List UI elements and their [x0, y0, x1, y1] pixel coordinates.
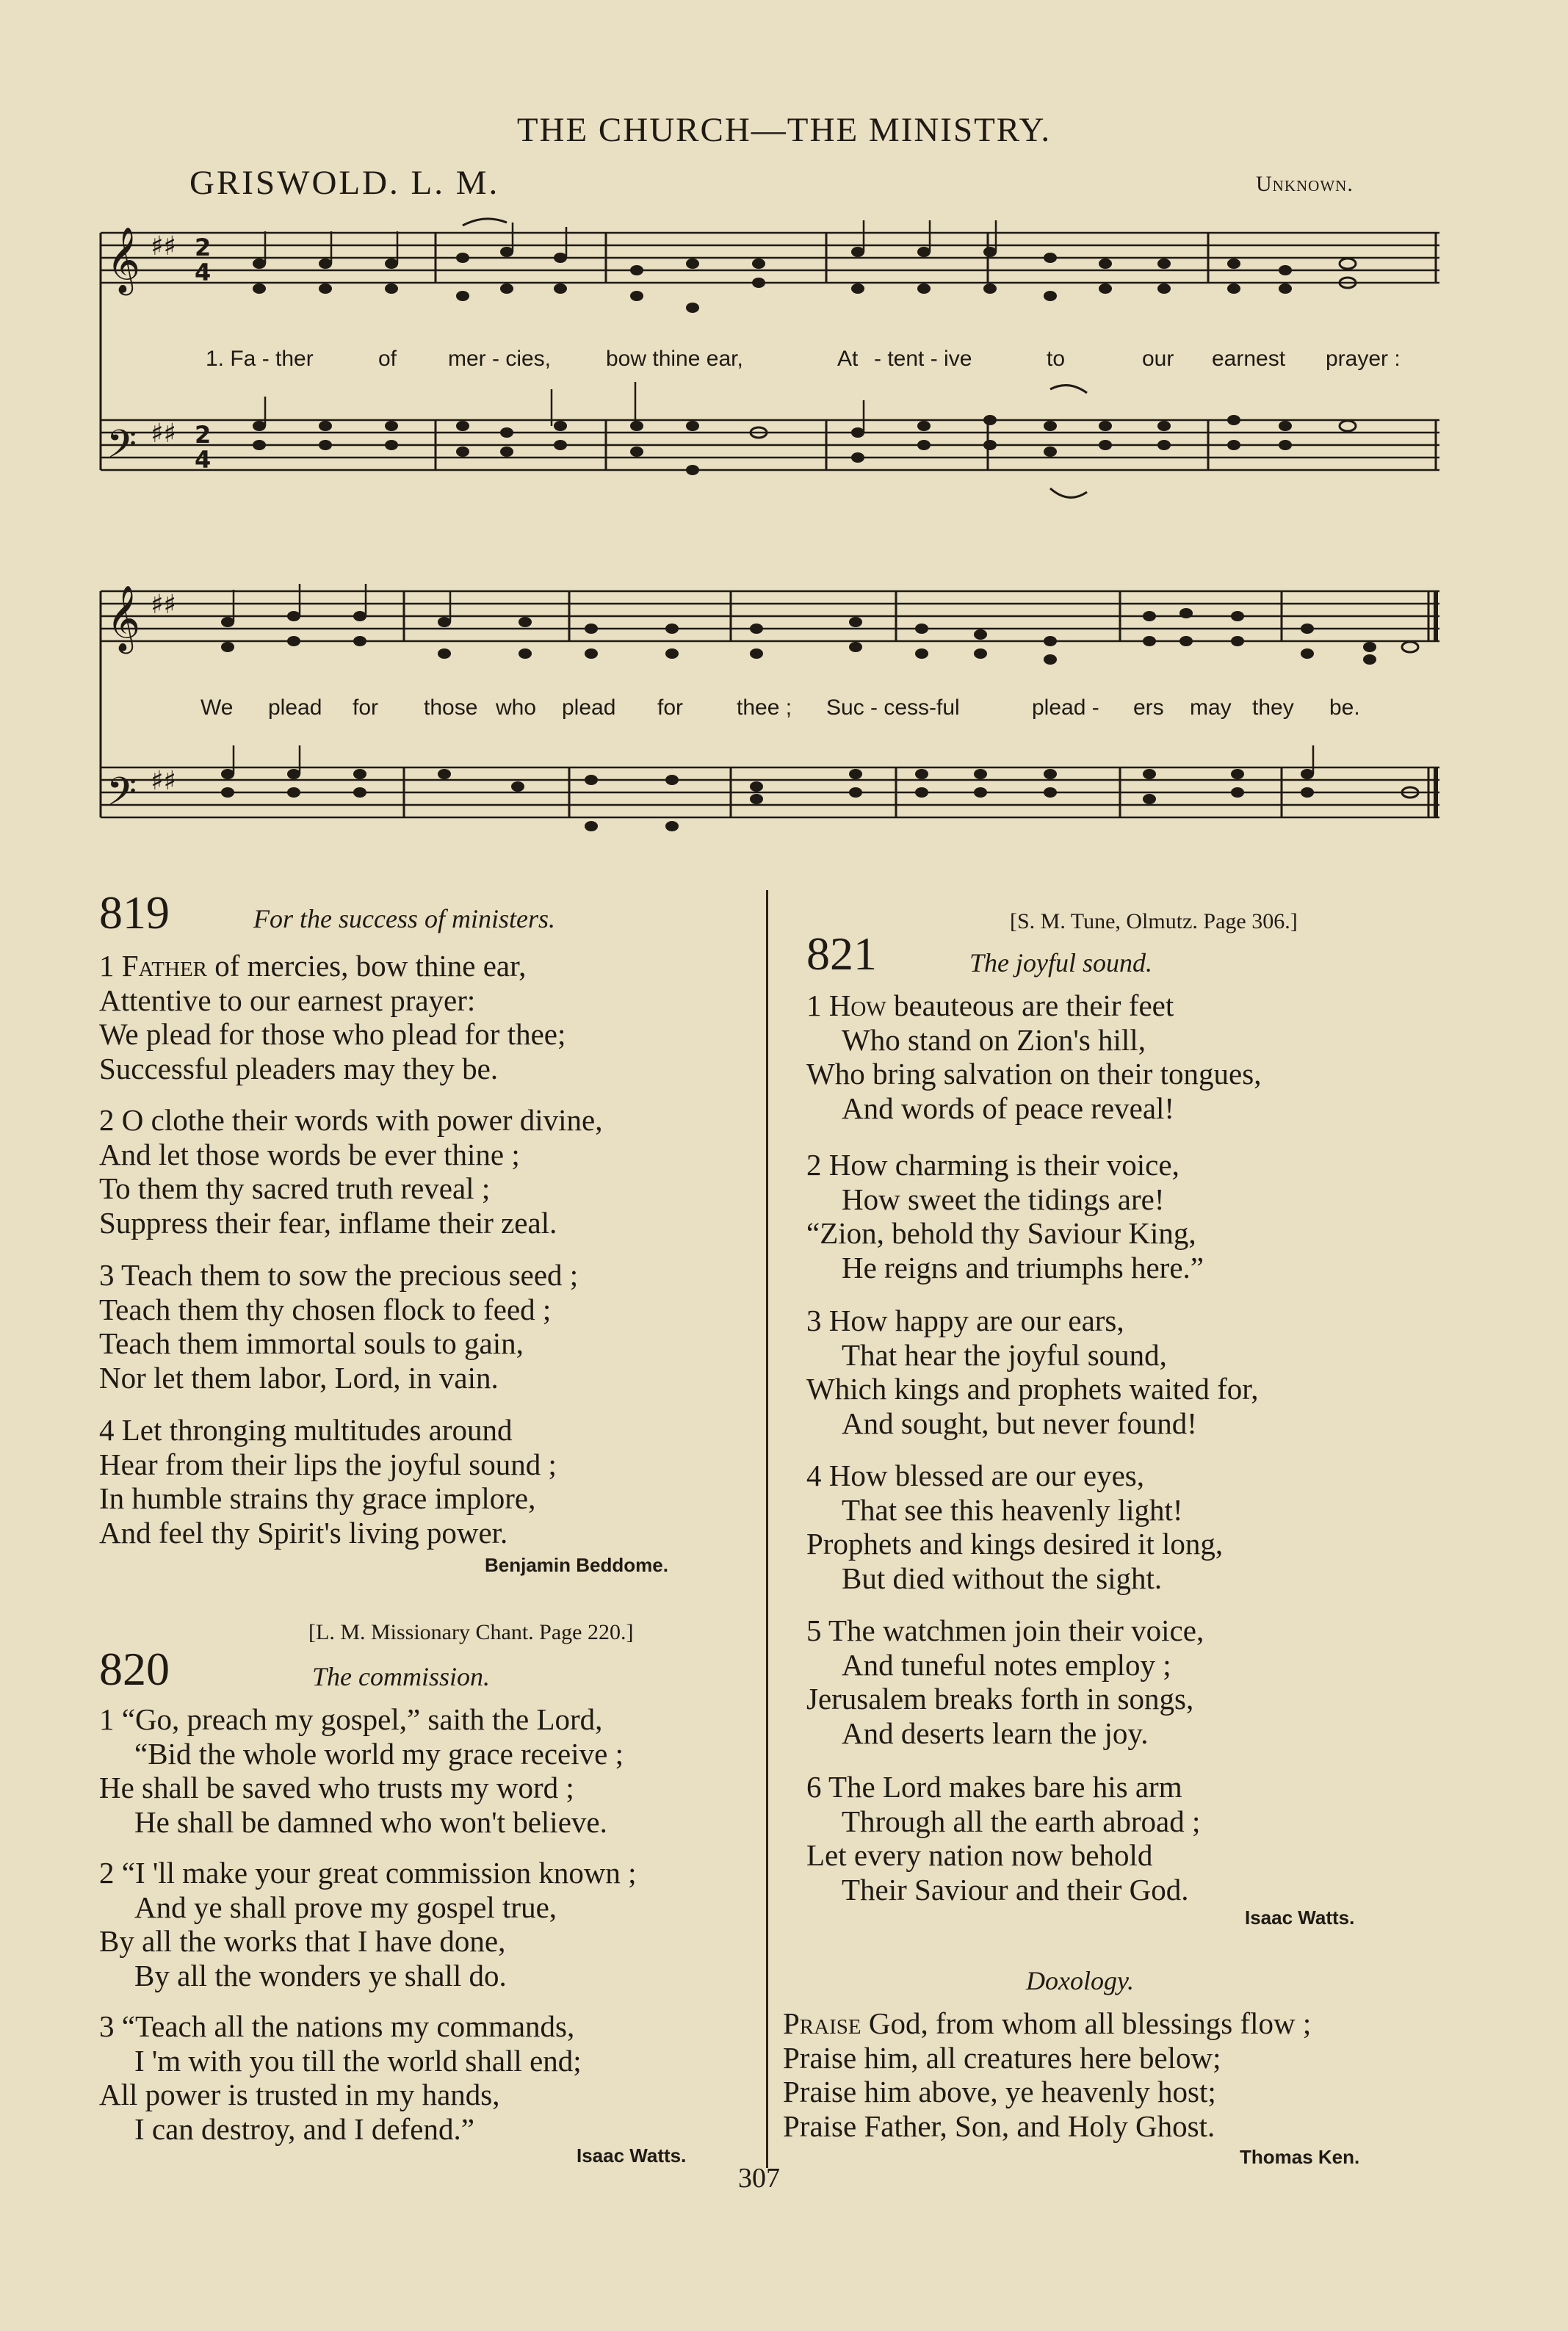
tune-reference: [L. M. Missionary Chant. Page 220.] [308, 1620, 634, 1644]
svg-text:2: 2 [195, 234, 212, 261]
stanza [99, 1413, 557, 1550]
verse-line: Through all the earth abroad ; [842, 1804, 1201, 1838]
hymn-number: 821 [806, 928, 877, 980]
lyric-syllable: they [1252, 695, 1294, 720]
stanza [99, 1258, 578, 1395]
lyric-syllable: earnest [1212, 347, 1286, 371]
lyric-syllable: to [1047, 347, 1066, 371]
lyric-syllable: We [200, 695, 234, 720]
stanza [99, 1103, 602, 1240]
svg-text:♯♯: ♯♯ [151, 231, 176, 261]
tune-name: GRISWOLD. L. M. [189, 164, 500, 202]
verse-line: Attentive to our earnest prayer: [99, 983, 476, 1017]
verse-line: I 'm with you till the world shall end; [134, 2043, 582, 2078]
verse-line: Jerusalem breaks forth in songs, [806, 1682, 1194, 1716]
noteheads-1 [253, 247, 1356, 475]
svg-text:♯♯: ♯♯ [151, 590, 176, 620]
verse-line: And tuneful notes employ ; [842, 1647, 1171, 1682]
lyric-syllable: may [1190, 695, 1232, 720]
verse-line: By all the works that I have done, [99, 1924, 506, 1958]
stanza [806, 1770, 1200, 1907]
verse-line: Praise Father, Son, and Holy Ghost. [783, 2108, 1215, 2143]
author: Isaac Watts. [1245, 1907, 1355, 1929]
lyric-syllable: plead - [1032, 695, 1099, 720]
lyric-syllable: Suc - cess-ful [826, 695, 960, 720]
verse-line: Praise God, from whom all blessings flow ; [783, 2006, 1312, 2040]
verse-line: In humble strains thy grace implore, [99, 1481, 536, 1515]
verse-line: That see this heavenly light! [842, 1492, 1183, 1527]
verse-line: He reigns and triumphs here.” [842, 1250, 1204, 1284]
verse-line: 5 The watchmen join their voice, [806, 1613, 1204, 1647]
doxology [783, 2006, 1311, 2143]
verse-line: “Bid the whole world my grace receive ; [134, 1736, 624, 1771]
verse-line: And deserts learn the joy. [842, 1716, 1149, 1750]
verse-line: 1 “Go, preach my gospel,” saith the Lord, [99, 1702, 603, 1736]
stanza [99, 1702, 624, 1839]
svg-text:♯♯: ♯♯ [151, 419, 176, 449]
verse-line: Let every nation now behold [806, 1838, 1153, 1872]
running-head: THE CHURCH—THE MINISTRY. [516, 111, 1052, 149]
verse-line: Praise him, all creatures here below; [783, 2040, 1221, 2075]
verse-line: He shall be saved who trusts my word ; [99, 1771, 574, 1804]
verse-line: 4 Let thronging multitudes around [99, 1413, 513, 1447]
stanza [99, 2009, 582, 2146]
verse-line: Teach them immortal souls to gain, [99, 1326, 524, 1360]
author: Thomas Ken. [1240, 2146, 1360, 2168]
music-system-2 [92, 562, 1447, 870]
lyric-syllable: for [657, 695, 684, 720]
stanza [806, 989, 1261, 1125]
lyric-syllable: for [353, 695, 379, 720]
lyric-syllable: bow thine ear, [606, 347, 743, 371]
hymn-title: The joyful sound. [969, 948, 1152, 977]
verse-line: And sought, but never found! [842, 1406, 1197, 1440]
page-number: 307 [738, 2163, 780, 2194]
hymn-number: 819 [99, 886, 170, 939]
lyric-syllable: plead [562, 695, 616, 720]
doxology-title: Doxology. [1026, 1966, 1134, 1995]
verse-line: Hear from their lips the joyful sound ; [99, 1447, 557, 1481]
lyric-syllable: those [424, 695, 478, 720]
verse-line: We plead for those who plead for thee; [99, 1017, 566, 1051]
lyric-syllable: who [496, 695, 537, 720]
verse-line: 6 The Lord makes bare his arm [806, 1770, 1182, 1804]
svg-text:♯♯: ♯♯ [151, 766, 176, 796]
verse-line: 2 How charming is their voice, [806, 1148, 1179, 1182]
lyric-syllable: 1. Fa - ther [206, 347, 314, 371]
lyric-syllable: prayer : [1326, 347, 1401, 371]
lyric-syllable: ers [1133, 695, 1164, 720]
hymn-title: For the success of ministers. [253, 904, 555, 933]
verse-line: To them thy sacred truth reveal ; [99, 1171, 491, 1205]
hymn-number: 820 [99, 1643, 170, 1695]
stanza [99, 1856, 637, 1992]
verse-line: Praise him above, ye heavenly host; [783, 2075, 1216, 2108]
verse-line: 2 O clothe their words with power divine, [99, 1103, 603, 1137]
svg-text:𝄞: 𝄞 [106, 585, 141, 651]
verse-line: Suppress their fear, inflame their zeal. [99, 1205, 557, 1240]
stanza [806, 1613, 1204, 1750]
lyric-syllable: - tent - ive [874, 347, 972, 371]
verse-line: How sweet the tidings are! [842, 1182, 1165, 1216]
lyric-syllable: mer - cies, [448, 347, 552, 371]
verse-line: But died without the sight. [842, 1561, 1163, 1595]
verse-line: 1 Father of mercies, bow thine ear, [99, 949, 527, 983]
verse-line: Who stand on Zion's hill, [842, 1022, 1146, 1057]
svg-text:4: 4 [195, 259, 212, 286]
verse-line: Prophets and kings desired it long, [806, 1527, 1224, 1561]
verse-line: 3 Teach them to sow the precious seed ; [99, 1258, 579, 1292]
verse-line: 1 How beauteous are their feet [806, 989, 1174, 1022]
lyric-syllable: be. [1329, 695, 1360, 720]
lyric-syllable: of [378, 347, 397, 371]
stanza [99, 949, 566, 1085]
lyric-syllable: our [1142, 347, 1174, 371]
treble-staff-1 [101, 233, 1439, 283]
verse-line: Teach them thy chosen flock to feed ; [99, 1292, 552, 1326]
column-divider [766, 890, 768, 2168]
svg-text:4: 4 [195, 446, 212, 474]
tune-reference: [S. M. Tune, Olmutz. Page 306.] [1010, 909, 1298, 933]
hymn-title: The commission. [312, 1662, 490, 1691]
author: Isaac Watts. [577, 2144, 687, 2166]
verse-line: All power is trusted in my hands, [99, 2078, 500, 2111]
tune-composer: Unknown. [1256, 172, 1354, 196]
lyric-syllable: plead [268, 695, 322, 720]
verse-line: And words of peace reveal! [842, 1091, 1175, 1125]
verse-line: Which kings and prophets waited for, [806, 1372, 1259, 1406]
stanza [806, 1459, 1223, 1595]
verse-line: 2 “I 'll make your great commission known ; [99, 1856, 637, 1890]
verse-line: 3 How happy are our ears, [806, 1304, 1124, 1337]
verse-line: And let those words be ever thine ; [99, 1137, 520, 1171]
verse-line: Successful pleaders may they be. [99, 1051, 499, 1085]
verse-line: Their Saviour and their God. [842, 1872, 1189, 1907]
svg-text:𝄢: 𝄢 [106, 770, 137, 824]
verse-line: And ye shall prove my gospel true, [134, 1890, 557, 1924]
svg-text:𝄢: 𝄢 [106, 422, 137, 477]
verse-line: 4 How blessed are our eyes, [806, 1459, 1144, 1492]
verse-line: Nor let them labor, Lord, in vain. [99, 1360, 499, 1395]
svg-text:𝄞: 𝄞 [106, 227, 141, 293]
verse-line: Who bring salvation on their tongues, [806, 1057, 1262, 1091]
verse-line: “Zion, behold thy Saviour King, [806, 1216, 1196, 1250]
stanza [806, 1304, 1258, 1440]
verse-line: And feel thy Spirit's living power. [99, 1515, 508, 1550]
verse-line: He shall be damned who won't believe. [134, 1804, 607, 1839]
lyric-syllable: thee ; [737, 695, 792, 720]
verse-line: That hear the joyful sound, [842, 1337, 1167, 1372]
author: Benjamin Beddome. [485, 1554, 668, 1576]
svg-text:2: 2 [195, 421, 212, 449]
lyric-syllable: At [837, 347, 859, 371]
music-system-1 [92, 217, 1447, 525]
verse-line: By all the wonders ye shall do. [134, 1958, 507, 1992]
stanza [806, 1148, 1204, 1284]
verse-line: I can destroy, and I defend.” [134, 2111, 474, 2146]
verse-line: 3 “Teach all the nations my commands, [99, 2009, 575, 2043]
